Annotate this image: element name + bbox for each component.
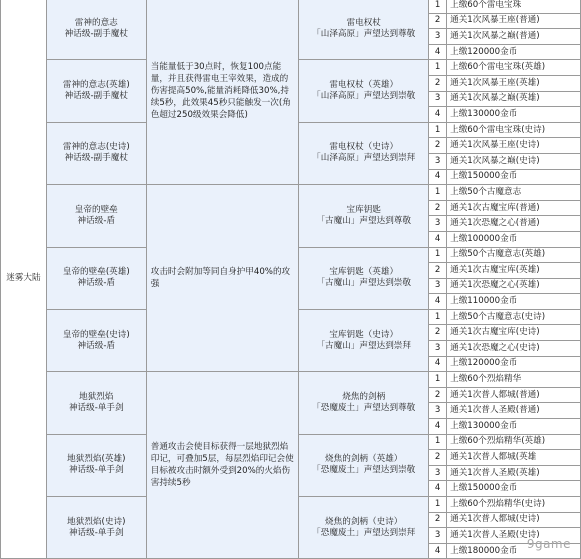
quest-reputation: 「古魔山」声望达到尊敬 — [316, 215, 411, 226]
item-name-cell — [46, 0, 146, 60]
requirement-cell: 上缴60个烈焰精华(史诗) — [447, 497, 581, 513]
quest-reputation: 「恐魔废土」声望达到尊敬 — [312, 402, 416, 413]
item-name: 皇帝的壁垒(英雄) — [62, 267, 130, 278]
requirement-cell: 通关1次风暴之巅(史诗) — [447, 153, 581, 169]
step-number: 2 — [429, 138, 447, 154]
item-grade: 神话级-单手剑 — [68, 465, 124, 476]
quest-name: 宝库钥匙（史诗） — [329, 329, 399, 340]
quest-reputation: 「恐魔废土」声望达到崇敬 — [312, 465, 416, 476]
step-number: 4 — [429, 356, 447, 372]
quest-name: 雷电权杖（史诗） — [329, 142, 399, 153]
step-number: 3 — [429, 341, 447, 357]
step-number: 2 — [429, 200, 447, 216]
requirement-cell: 上缴130000金币 — [447, 107, 581, 123]
step-number: 1 — [429, 372, 447, 388]
step-number: 4 — [429, 481, 447, 497]
requirement-cell: 上缴150000金币 — [447, 481, 581, 497]
quest-reputation: 「古魔山」声望达到崇拜 — [316, 340, 411, 351]
step-number: 2 — [429, 13, 447, 29]
quest-cell — [299, 497, 429, 559]
item-name-cell — [46, 372, 146, 434]
quest-cell — [299, 185, 429, 247]
quest-reputation: 「古魔山」声望达到崇敬 — [316, 278, 411, 289]
step-number: 3 — [429, 465, 447, 481]
quest-name: 雷电权杖（英雄） — [329, 80, 399, 91]
item-grade: 神话级-盾 — [77, 278, 116, 289]
step-number: 3 — [429, 278, 447, 294]
item-effect-cell: 当能量低于30点时，恢复100点能量，并且获得雷电王宰效果，造成的伤害提高50%,能量消耗降低30%,持续5秒，此效果45秒只能触发一次(角色超过250级效果会降低) — [146, 0, 299, 185]
requirement-cell: 通关1次古魔宝库(英雄) — [447, 263, 581, 279]
step-number: 1 — [429, 434, 447, 450]
quest-cell — [299, 247, 429, 309]
item-grade: 神话级-副手魔杖 — [64, 91, 128, 102]
quest-name: 烧焦的剑柄（英雄） — [325, 454, 403, 465]
item-name: 皇帝的壁垒 — [74, 204, 118, 215]
quest-cell — [299, 372, 429, 434]
requirement-cell: 通关1次恐魔之心(普通) — [447, 216, 581, 232]
requirement-cell: 通关1次普人圣殿(英雄) — [447, 465, 581, 481]
requirement-cell: 通关1次普人都城(普通) — [447, 387, 581, 403]
region-cell: 迷雾大陆 — [1, 0, 47, 559]
item-grade: 神话级-盾 — [77, 215, 116, 226]
requirement-cell: 上缴60个烈焰精华(英雄) — [447, 434, 581, 450]
requirement-cell: 通关1次普人圣殿(普通) — [447, 403, 581, 419]
item-name: 雷神的意志(英雄) — [62, 80, 130, 91]
requirement-cell: 通关1次恐魔之心(英雄) — [447, 278, 581, 294]
quest-reputation: 「山泽高原」声望达到尊敬 — [312, 28, 416, 39]
item-effect-cell: 攻击时会附加等同自身护甲40%的攻强 — [146, 185, 299, 372]
quest-cell — [299, 309, 429, 371]
requirement-cell: 上缴150000金币 — [447, 169, 581, 185]
item-name: 地狱烈焰 — [79, 391, 114, 402]
step-number: 2 — [429, 75, 447, 91]
requirement-cell: 上缴120000金币 — [447, 44, 581, 60]
item-grade: 神话级-单手剑 — [68, 527, 124, 538]
item-name: 皇帝的壁垒(史诗) — [62, 329, 130, 340]
step-number: 4 — [429, 294, 447, 310]
requirement-cell: 上缴120000金币 — [447, 356, 581, 372]
quest-reputation: 「山泽高原」声望达到崇敬 — [312, 91, 416, 102]
step-number: 1 — [429, 247, 447, 263]
item-name-cell — [46, 122, 146, 184]
item-name-cell — [46, 309, 146, 371]
requirement-cell: 上缴60个雷电宝珠(英雄) — [447, 60, 581, 76]
item-grade: 神话级-单手剑 — [68, 402, 124, 413]
requirement-cell: 通关1次古魔宝库(普通) — [447, 200, 581, 216]
item-name-cell — [46, 497, 146, 559]
item-grade: 神话级-盾 — [77, 340, 116, 351]
quest-reputation: 「山泽高原」声望达到崇拜 — [312, 153, 416, 164]
step-number: 3 — [429, 91, 447, 107]
item-name: 地狱烈焰(史诗) — [67, 516, 126, 527]
step-number: 2 — [429, 263, 447, 279]
quest-name: 宝库钥匙（英雄） — [329, 267, 399, 278]
equipment-table-body — [1, 0, 581, 559]
item-grade: 神话级-副手魔杖 — [64, 28, 128, 39]
step-number: 1 — [429, 60, 447, 76]
step-number: 3 — [429, 403, 447, 419]
quest-name: 宝库钥匙 — [346, 204, 381, 215]
quest-name: 雷电权杖 — [346, 17, 381, 28]
item-name: 地狱烈焰(英雄) — [67, 454, 126, 465]
item-name-cell — [46, 434, 146, 496]
step-number: 4 — [429, 231, 447, 247]
table-row — [1, 372, 581, 388]
requirement-cell: 通关1次风暴之巅(普通) — [447, 29, 581, 45]
step-number: 4 — [429, 44, 447, 60]
requirement-cell: 上缴130000金币 — [447, 419, 581, 435]
requirement-cell: 通关1次古魔宝库(史诗) — [447, 325, 581, 341]
quest-cell — [299, 434, 429, 496]
requirement-cell: 上缴50个古魔意志(英雄) — [447, 247, 581, 263]
step-number: 4 — [429, 169, 447, 185]
quest-name: 烧焦的剑柄（史诗） — [325, 516, 403, 527]
requirement-cell: 上缴60个雷电宝珠(史诗) — [447, 122, 581, 138]
quest-cell — [299, 0, 429, 60]
requirement-cell: 通关1次风暴王座(英雄) — [447, 75, 581, 91]
step-number: 2 — [429, 387, 447, 403]
step-number: 1 — [429, 185, 447, 201]
requirement-cell: 通关1次风暴王座(史诗) — [447, 138, 581, 154]
requirement-cell: 上缴50个古魔意志(史诗) — [447, 309, 581, 325]
item-name: 雷神的意志 — [74, 17, 118, 28]
quest-cell — [299, 122, 429, 184]
quest-name: 烧焦的剑柄 — [342, 391, 386, 402]
requirement-cell: 上缴60个烈焰精华 — [447, 372, 581, 388]
requirement-cell: 上缴60个雷电宝珠 — [447, 0, 581, 13]
requirement-cell: 上缴110000金币 — [447, 294, 581, 310]
watermark: 9game — [526, 537, 571, 551]
quest-cell — [299, 60, 429, 122]
item-name-cell — [46, 247, 146, 309]
step-number: 1 — [429, 497, 447, 513]
requirement-cell: 通关1次风暴之巅(英雄) — [447, 91, 581, 107]
table-row — [1, 185, 581, 201]
step-number: 3 — [429, 216, 447, 232]
requirement-cell: 通关1次风暴王座(普通) — [447, 13, 581, 29]
requirement-cell: 上缴100000金币 — [447, 231, 581, 247]
step-number: 4 — [429, 419, 447, 435]
step-number: 1 — [429, 122, 447, 138]
step-number: 4 — [429, 543, 447, 559]
step-number: 2 — [429, 512, 447, 528]
step-number: 3 — [429, 29, 447, 45]
quest-reputation: 「恐魔废土」声望达到崇拜 — [312, 527, 416, 538]
step-number: 3 — [429, 153, 447, 169]
requirement-cell: 通关1次普人都城(史诗) — [447, 512, 581, 528]
requirement-cell: 通关1次恐魔之心(史诗) — [447, 341, 581, 357]
requirement-cell: 通关1次普人都城(英雄 — [447, 450, 581, 466]
step-number: 1 — [429, 309, 447, 325]
item-grade: 神话级-副手魔杖 — [64, 153, 128, 164]
table-row — [1, 0, 581, 13]
requirement-cell: 上缴50个古魔意志 — [447, 185, 581, 201]
item-name: 雷神的意志(史诗) — [62, 142, 130, 153]
step-number: 1 — [429, 0, 447, 13]
requirement-cell: 上缴180000金币 — [447, 543, 581, 559]
requirement-cell: 通关1次普人圣殿(史诗) — [447, 528, 581, 544]
item-effect-cell: 普通攻击会使目标获得一层地狱烈焰印记，可叠加5层，每层烈焰印记会使目标被攻击时额外受到20%的火焰伤害持续5秒 — [146, 372, 299, 559]
step-number: 4 — [429, 107, 447, 123]
step-number: 2 — [429, 325, 447, 341]
item-name-cell — [46, 60, 146, 122]
step-number: 2 — [429, 450, 447, 466]
item-name-cell — [46, 185, 146, 247]
step-number: 3 — [429, 528, 447, 544]
